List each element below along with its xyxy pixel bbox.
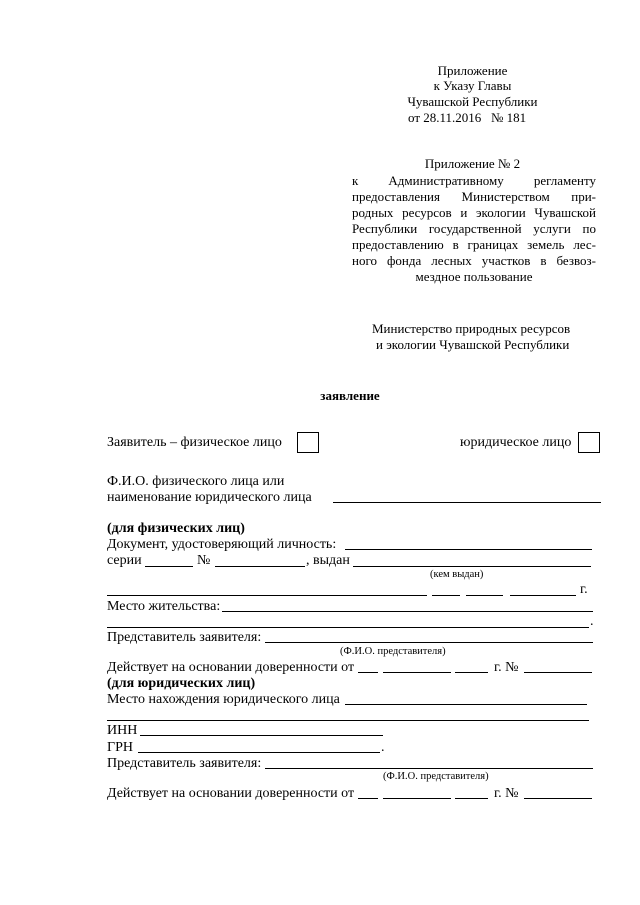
appendix-text — [352, 173, 596, 285]
representative-hint: (Ф.И.О. представителя) — [340, 646, 446, 657]
issue-day-field[interactable] — [432, 595, 460, 596]
issued-label: , выдан — [306, 553, 350, 568]
issue-month-field[interactable] — [466, 595, 503, 596]
applicant-physical-label: Заявитель – физическое лицо — [107, 435, 282, 450]
appendix-line-5: предоставлению в границах земель лес- — [352, 237, 596, 252]
issued-by-hint: (кем выдан) — [430, 569, 484, 580]
representative-label: Представитель заявителя: — [107, 630, 262, 645]
legal-section-heading: (для юридических лиц) — [107, 676, 256, 691]
inn-field[interactable] — [140, 735, 383, 736]
id-document-label: Документ, удостоверяющий личность: — [107, 537, 337, 552]
fio-label-line-2: наименование юридического лица — [107, 490, 312, 505]
header-line-2: к Указу Главы — [433, 78, 512, 93]
series-field[interactable] — [145, 566, 193, 567]
poa2-number-field[interactable] — [524, 798, 592, 799]
poa2-year-field[interactable] — [455, 798, 488, 799]
legal-location-label: Место нахождения юридического лица — [107, 692, 340, 707]
grn-label: ГРН — [107, 740, 133, 755]
poa-day-field[interactable] — [358, 672, 378, 673]
appendix-line-7: мездное пользование — [415, 269, 533, 284]
appendix-line-6: ного фонда лесных участков в безвоз- — [352, 253, 596, 268]
poa2-month-field[interactable] — [383, 798, 451, 799]
appendix-line-3: родных ресурсов и экологии Чувашской — [352, 205, 596, 220]
appendix-title: Приложение № 2 — [424, 156, 521, 171]
header-line-1: Приложение — [437, 63, 508, 78]
form-title: заявление — [320, 388, 380, 403]
issue-year-field[interactable] — [510, 595, 576, 596]
representative2-hint: (Ф.И.О. представителя) — [383, 771, 489, 782]
issued-field[interactable] — [353, 566, 591, 567]
addressee-line-2: и экологии Чувашской Республики — [376, 337, 570, 352]
fio-label-line-1: Ф.И.О. физического лица или — [107, 474, 285, 489]
legal-location-field[interactable] — [345, 704, 587, 705]
power-of-attorney2-label: Действует на основании доверенности от — [107, 786, 355, 801]
issue-year-suffix: г. — [580, 582, 588, 597]
id-document-field[interactable] — [345, 549, 592, 550]
residence-field-line-2[interactable] — [107, 627, 589, 628]
residence-field[interactable] — [222, 611, 593, 612]
issued-line-2-field[interactable] — [107, 595, 427, 596]
header-line-3: Чувашской Республики — [407, 94, 538, 109]
physical-section-heading: (для физических лиц) — [107, 521, 245, 536]
fio-field[interactable] — [333, 502, 601, 503]
representative2-label: Представитель заявителя: — [107, 756, 262, 771]
appendix-line-1: к Административному регламенту — [352, 173, 596, 188]
legal-location-field-line-2[interactable] — [107, 720, 589, 721]
addressee-line-1: Министерство природных ресурсов — [372, 321, 571, 336]
decree-date: от 28.11.2016 — [408, 110, 482, 125]
number-field[interactable] — [215, 566, 305, 567]
number-label: № — [197, 553, 211, 568]
decree-number: № 181 — [491, 110, 527, 125]
representative-field[interactable] — [265, 642, 593, 643]
representative2-field[interactable] — [265, 768, 593, 769]
appendix-line-4: Республики государственной услуги по — [352, 221, 596, 236]
power-of-attorney-label: Действует на основании доверенности от — [107, 660, 355, 675]
appendix-line-2: предоставления Министерством при- — [352, 189, 596, 204]
series-label: серии — [107, 553, 142, 568]
grn-field[interactable] — [138, 752, 380, 753]
residence-label: Место жительства: — [107, 599, 221, 614]
poa2-day-field[interactable] — [358, 798, 378, 799]
grn-period: . — [381, 740, 385, 755]
applicant-physical-checkbox[interactable] — [297, 432, 319, 453]
poa-month-field[interactable] — [383, 672, 451, 673]
residence-period: . — [590, 614, 594, 629]
header-line-4 — [408, 110, 526, 126]
inn-label: ИНН — [107, 723, 138, 738]
poa-year-suffix: г. № — [494, 660, 519, 675]
applicant-legal-label: юридическое лицо — [460, 435, 572, 450]
poa-year-field[interactable] — [455, 672, 488, 673]
poa-number-field[interactable] — [524, 672, 592, 673]
poa2-year-suffix: г. № — [494, 786, 519, 801]
applicant-legal-checkbox[interactable] — [578, 432, 600, 453]
